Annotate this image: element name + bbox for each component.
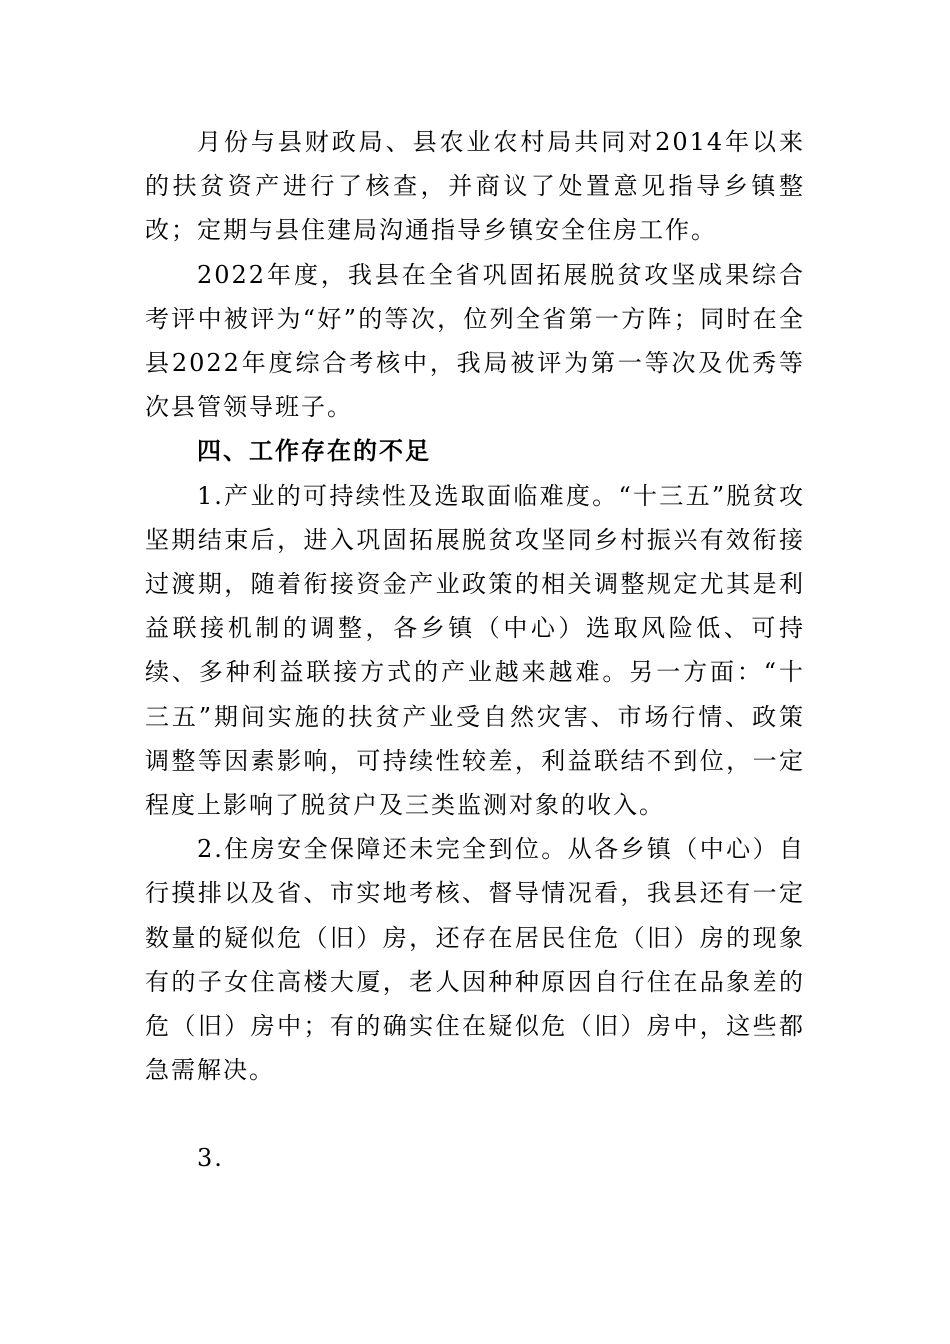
- paragraph-2022-evaluation: 2022年度，我县在全省巩固拓展脱贫攻坚成果综合考评中被评为“好”的等次，位列全省第一方阵；同时在全县2022年度综合考核中，我局被评为第一等次及优秀等次县管领导班子。: [145, 260, 805, 422]
- item-industry-sustainability: 1.产业的可持续性及选取面临难度。“十三五”脱贫攻坚期结束后，进入巩固拓展脱贫攻坚同乡村振兴有效衔接过渡期，随着衔接资金产业政策的相关调整规定尤其是利益联接机制的调整，各乡镇（中心）选取风险低、可持续、多种利益联接方式的产业越来越难。另一方面：“十三五”期间实施的扶贫产业受自然灾害、市场行情、政策调整等因素影响，可持续性较差，利益联结不到位，一定程度上影响了脱贫户及三类监测对象的收入。: [145, 481, 805, 820]
- item-3-label: 3.: [197, 1144, 224, 1173]
- section-heading-shortcomings: 四、工作存在的不足: [197, 437, 431, 466]
- document-body: [145, 120, 805, 1181]
- paragraph-asset-verification: 月份与县财政局、县农业农村局共同对2014年以来的扶贫资产进行了核查，并商议了处置意见指导乡镇整改；定期与县住建局沟通指导乡镇安全住房工作。: [145, 128, 805, 245]
- item-housing-safety: 2.住房安全保障还未完全到位。从各乡镇（中心）自行摸排以及省、市实地考核、督导情况看，我县还有一定数量的疑似危（旧）房，还存在居民住危（旧）房的现象有的子女住高楼大厦，老人因种种原因自行住在品象差的危（旧）房中；有的确实住在疑似危（旧）房中，这些都急需解决。: [145, 835, 805, 1085]
- paragraph-gap: [145, 1092, 805, 1136]
